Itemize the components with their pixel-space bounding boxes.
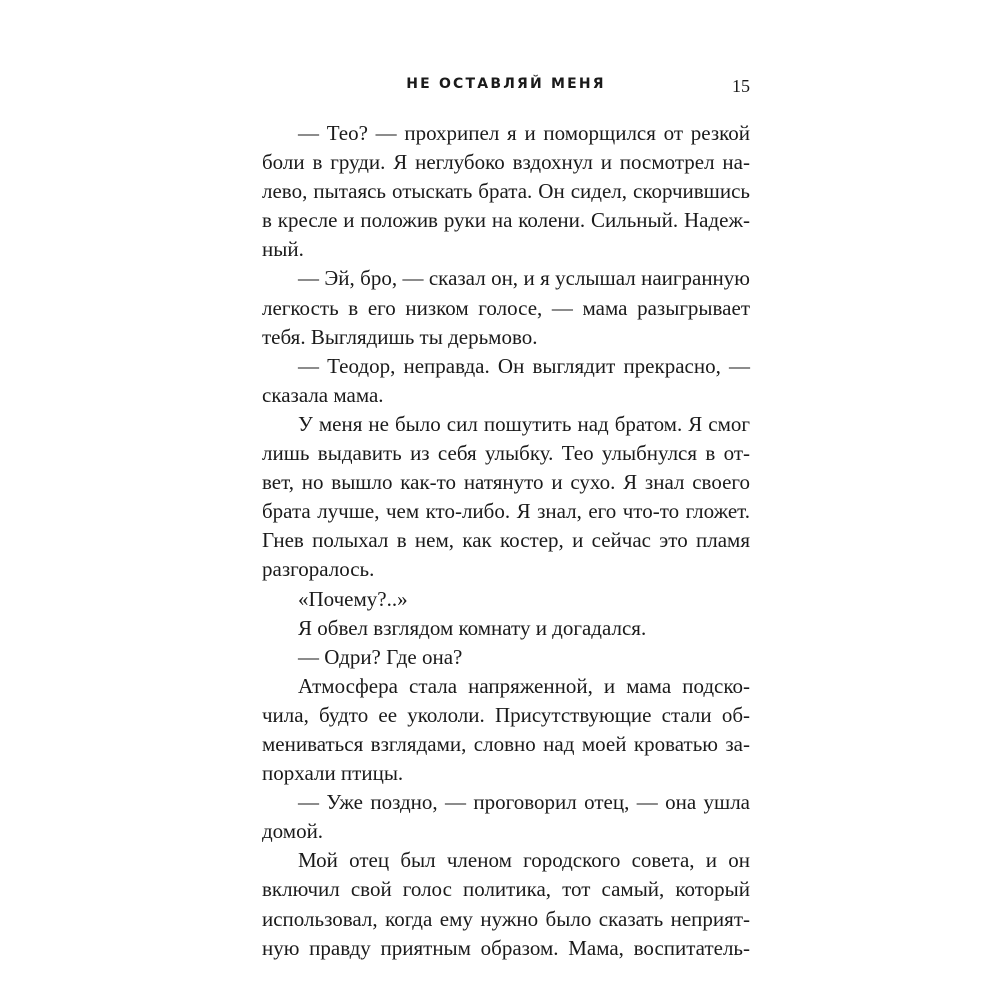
text-line: лишь выдавить из себя улыбку. Тео улыбнулся в от- [262,441,750,466]
text-line: вет, но вышло как-то натянуто и сухо. Я знал своего [262,470,750,495]
text-line: боли в груди. Я неглубоко вздохнул и посмотрел на- [262,150,750,175]
text-line: ный. [262,237,304,262]
text-line: разгоралось. [262,557,375,582]
text-line: Атмосфера стала напряженной, и мама подско- [298,673,750,698]
text-line: брата лучше, чем кто-либо. Я знал, его что-то гложет. [262,499,750,524]
text-line: — Уже поздно, — проговорил отец, — она ушла [298,790,750,815]
text-line: в кресле и положив руки на колени. Сильный. Надеж- [262,208,750,233]
text-line: — Тео? — прохрипел я и поморщился от резкой [298,121,750,145]
text-line: использовал, когда ему нужно было сказать неприят- [262,906,750,931]
text-line: легкость в его низком голосе, — мама разыгрывает [262,295,750,320]
text-line: чила, будто ее укололи. Присутствующие стали об- [262,702,750,727]
text-line: — Эй, бро, — сказал он, и я услышал наигранную [298,266,750,291]
text-line: порхали птицы. [262,761,404,786]
text-line: включил свой голос политика, тот самый, который [262,877,750,902]
text-line: У меня не было сил пошутить над братом. Я смог [298,411,750,436]
running-title: НЕ ОСТАВЛЯЙ МЕНЯ [406,76,606,92]
running-head [262,74,750,98]
text-line: Гнев полыхал в нем, как костер, и сейчас это пламя [262,528,750,553]
text-line: тебя. Выглядишь ты дерьмово. [262,324,538,349]
text-line: сказала мама. [262,382,384,407]
page-number: 15 [732,76,750,96]
text-line: лево, пытаясь отыскать брата. Он сидел, скорчившись [262,179,750,204]
text-line: Я обвел взглядом комнату и догадался. [298,615,647,640]
text-line: ную правду приятным образом. Мама, воспитатель- [262,935,750,960]
text-line: Мой отец был членом городского совета, и он [298,848,750,873]
text-line: домой. [262,819,324,844]
text-line: — Одри? Где она? [298,644,463,669]
text-line: «Почему?..» [298,586,408,611]
text-line: — Теодор, неправда. Он выглядит прекрасно, — [298,353,750,378]
text-line: мениваться взглядами, словно над моей кроватью за- [262,731,750,756]
body-text [262,119,750,963]
